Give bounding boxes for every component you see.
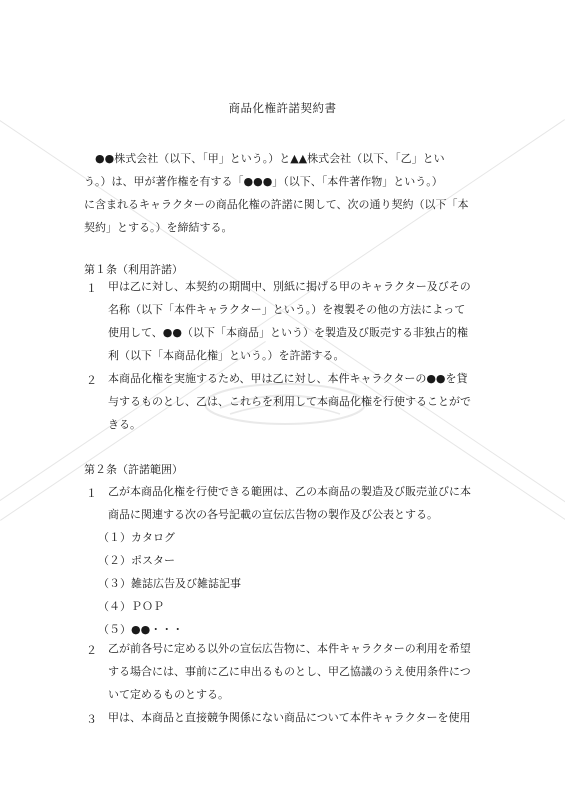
article-1-clause-1 <box>108 275 471 367</box>
list-item: （２）ポスター <box>98 554 175 567</box>
clause-line: 使用して、●●（以下「本商品」という）を製造及び販売する非独占的権 <box>108 326 468 339</box>
clause-line: きる。 <box>108 418 141 431</box>
article-1-clause-1-number: １ <box>86 282 97 295</box>
list-item: （３）雑誌広告及び雑誌記事 <box>98 577 241 590</box>
clause-line: 乙が本商品化権を行使できる範囲は、乙の本商品の製造及び販売並びに本 <box>108 485 471 498</box>
article-2-clause-3-number: ３ <box>86 713 97 726</box>
article-2-clause-2 <box>108 637 471 706</box>
article-2-heading: 第２条（許諾範囲） <box>84 463 183 476</box>
preamble-line: に含まれるキャラクターの商品化権の許諾に関して、次の通り契約（以下「本 <box>84 198 469 211</box>
article-1-clause-2-number: ２ <box>86 374 97 387</box>
article-2-clause-1-number: １ <box>86 487 97 500</box>
clause-line: いて定めるものとする。 <box>108 688 229 701</box>
document-title: 商品化権許諾契約書 <box>228 101 337 115</box>
article-2-clause-2-number: ２ <box>86 644 97 657</box>
article-2-clause-1 <box>108 480 471 526</box>
clause-line: 名称（以下「本件キャラクター」という。）を複製その他の方法によって <box>108 303 466 316</box>
clause-line: 甲は、本商品と直接競争関係にない商品について本件キャラクターを使用 <box>108 711 471 724</box>
preamble-line: う。）は、甲が著作権を有する「●●●」（以下、「本件著作物」という。） <box>84 175 443 188</box>
preamble-line: ●●株式会社（以下、「甲」という。）と▲▲株式会社（以下、「乙」とい <box>95 152 445 165</box>
article-1-heading: 第１条（利用許諾） <box>84 263 183 276</box>
clause-line: 利（以下「本商品化権」という。）を許諾する。 <box>108 349 345 362</box>
clause-line: 甲は乙に対し、本契約の期間中、別紙に掲げる甲のキャラクター及びその <box>108 280 471 293</box>
clause-line: 商品に関連する次の各号記載の宣伝広告物の製作及び公表とする。 <box>108 508 438 521</box>
clause-line: 本商品化権を実施するため、甲は乙に対し、本件キャラクターの●●を貸 <box>108 372 468 385</box>
clause-line: する場合には、事前に乙に申出るものとし、甲乙協議のうえ使用条件につ <box>108 665 471 678</box>
article-1-clause-2 <box>108 367 471 436</box>
article-2-item-list <box>98 526 241 641</box>
clause-line: 乙が前各号に定める以外の宣伝広告物に、本件キャラクターの利用を希望 <box>108 642 471 655</box>
preamble-line: 契約」とする。）を締結する。 <box>84 221 233 234</box>
list-item: （４）ＰＯＰ <box>98 600 164 613</box>
list-item: （１）カタログ <box>98 531 175 544</box>
preamble <box>84 147 469 239</box>
list-item: （５）●●・・・ <box>98 623 184 636</box>
clause-line: 与するものとし、乙は、これらを利用して本商品化権を行使することがで <box>108 395 471 408</box>
article-2-clause-3 <box>108 706 471 729</box>
